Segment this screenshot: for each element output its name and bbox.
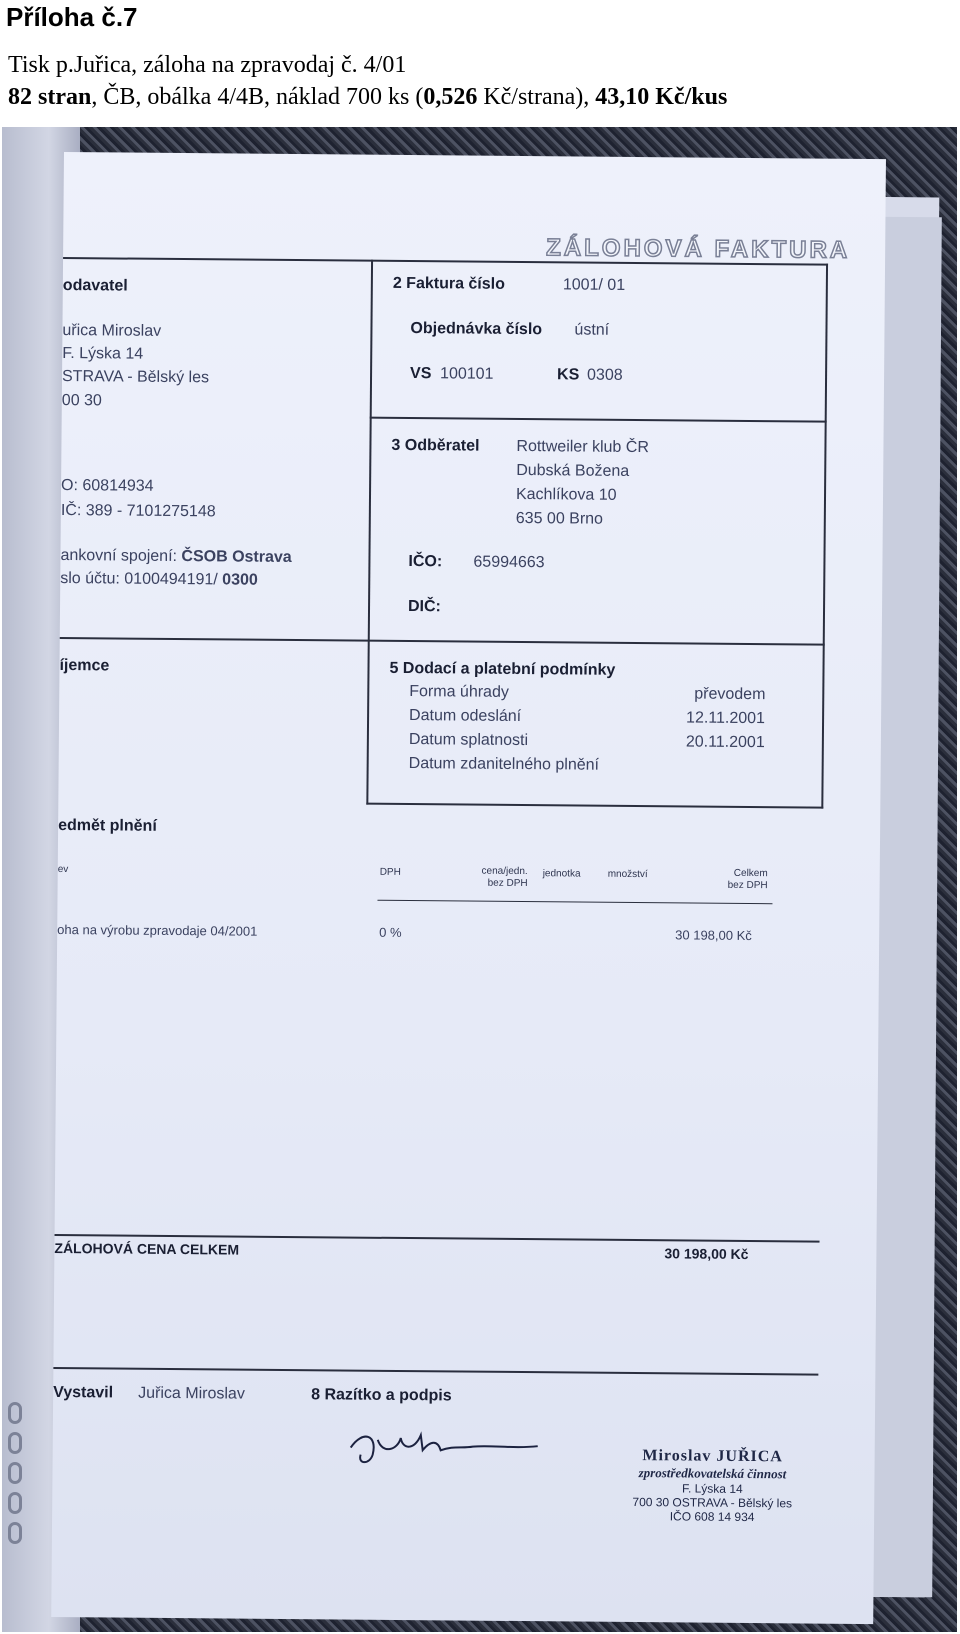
column-quantity: množství (607, 868, 648, 881)
customer-ico-label: IČO: (408, 553, 443, 571)
divider (60, 637, 825, 646)
binder-ring (8, 1522, 22, 1544)
divider (366, 260, 373, 805)
summary-middle: , ČB, obálka 4/4B, náklad 700 ks ( (91, 84, 424, 110)
column-total: Celkem bez DPH (727, 867, 768, 892)
summary-line (8, 84, 727, 111)
divider (366, 803, 823, 809)
total-value: 30 198,00 Kč (664, 1245, 749, 1263)
terms-row-label: Datum zdanitelného plnění (408, 755, 600, 774)
bank-connection (60, 547, 291, 567)
bank-name: ČSOB Ostrava (181, 548, 292, 567)
price-per-page: 0,526 (423, 84, 478, 110)
terms-row-value: převodem (694, 685, 766, 704)
account-value: 0100494191/ (124, 570, 218, 589)
invoice-photo (2, 127, 957, 1632)
column-unit-price: cena/jedn. bez DPH (481, 865, 528, 890)
invoice-sheet (51, 152, 886, 1624)
supplier-name: uřica Miroslav (62, 321, 162, 340)
terms-row-value: 12.11.2001 (686, 709, 766, 728)
ks-value: 0308 (586, 366, 623, 384)
stamp-activity: zprostředkovatelská činnost (638, 1465, 787, 1482)
account-code: 0300 (222, 571, 258, 589)
binder-ring (8, 1432, 22, 1454)
order-value: ústní (574, 321, 610, 339)
binder-ring (8, 1492, 22, 1514)
issued-label: Vystavil (53, 1383, 114, 1402)
ks-label: KS (557, 366, 580, 384)
stamp-name: Miroslav JUŘICA (642, 1447, 783, 1466)
account-label: slo účtu: (60, 569, 120, 588)
page-title: Příloha č.7 (6, 2, 138, 32)
customer-dic-label: DIČ: (407, 598, 442, 616)
account-number (60, 570, 258, 590)
divider (377, 900, 772, 904)
item-total: 30 198,00 Kč (675, 927, 752, 944)
terms-row-label: Datum splatnosti (408, 731, 529, 750)
supplier-label: odavatel (62, 276, 128, 295)
invoice-number-label: 2 Faktura číslo (392, 274, 505, 293)
divider (821, 264, 828, 809)
subject-label: edmět plnění (58, 816, 157, 835)
terms-label: 5 Dodací a platební podmínky (389, 659, 616, 679)
order-label: Objednávka číslo (410, 320, 543, 339)
stamp-ico: IČO 608 14 934 (669, 1509, 755, 1525)
column-vat: DPH (379, 866, 401, 878)
supplier-street: F. Lýska 14 (62, 344, 144, 363)
company-stamp (607, 1447, 818, 1525)
total-label: ZÁLOHOVÁ CENA CELKEM (54, 1239, 240, 1258)
binder-ring (8, 1402, 22, 1424)
price-per-page-unit: Kč/strana), (477, 84, 596, 110)
invoice-title: ZÁLOHOVÁ FAKTURA (546, 234, 851, 264)
customer-line: 635 00 Brno (515, 509, 604, 528)
customer-line: Dubská Božena (516, 461, 630, 480)
vs-value: 100101 (440, 365, 494, 383)
stamp-label: 8 Razítko a podpis (311, 1386, 452, 1405)
column-name: ev (57, 863, 69, 876)
page-count: 82 stran (8, 84, 92, 110)
terms-row-label: Datum odeslání (409, 707, 522, 726)
supplier-ico: O: 60814934 (61, 476, 154, 495)
customer-label: 3 Odběratel (391, 436, 480, 455)
item-name: oha na výrobu zpravodaje 04/2001 (57, 921, 258, 939)
subtitle-line: Tisk p.Juřica, záloha na zpravodaj č. 4/01 (8, 52, 407, 78)
supplier-dic: IČ: 389 - 7101275148 (60, 501, 216, 521)
item-vat: 0 % (379, 924, 402, 940)
issued-value: Juřica Miroslav (138, 1384, 245, 1403)
column-unit: jednotka (542, 868, 581, 880)
invoice-number-value: 1001/ 01 (562, 276, 626, 294)
stamp-street: F. Lýska 14 (681, 1481, 743, 1496)
terms-row-value: 20.11.2001 (685, 733, 765, 752)
customer-ico-value: 65994663 (473, 553, 545, 572)
recipient-label: íjemce (59, 656, 110, 675)
supplier-zip: 00 30 (61, 391, 102, 410)
customer-line: Rottweiler klub ČR (516, 437, 650, 457)
supplier-city: STRAVA - Bělský les (61, 367, 210, 387)
divider (370, 417, 827, 423)
bank-label: ankovní spojení: (60, 546, 178, 566)
divider (53, 1367, 818, 1376)
customer-line: Kachlíkova 10 (515, 485, 617, 504)
stamp-city: 700 30 OSTRAVA - Bělský les (632, 1495, 793, 1511)
terms-row-label: Forma úhrady (409, 683, 509, 701)
binder-ring (8, 1462, 22, 1484)
price-per-piece: 43,10 Kč/kus (595, 84, 728, 110)
vs-label: VS (410, 365, 432, 383)
signature (343, 1409, 544, 1471)
